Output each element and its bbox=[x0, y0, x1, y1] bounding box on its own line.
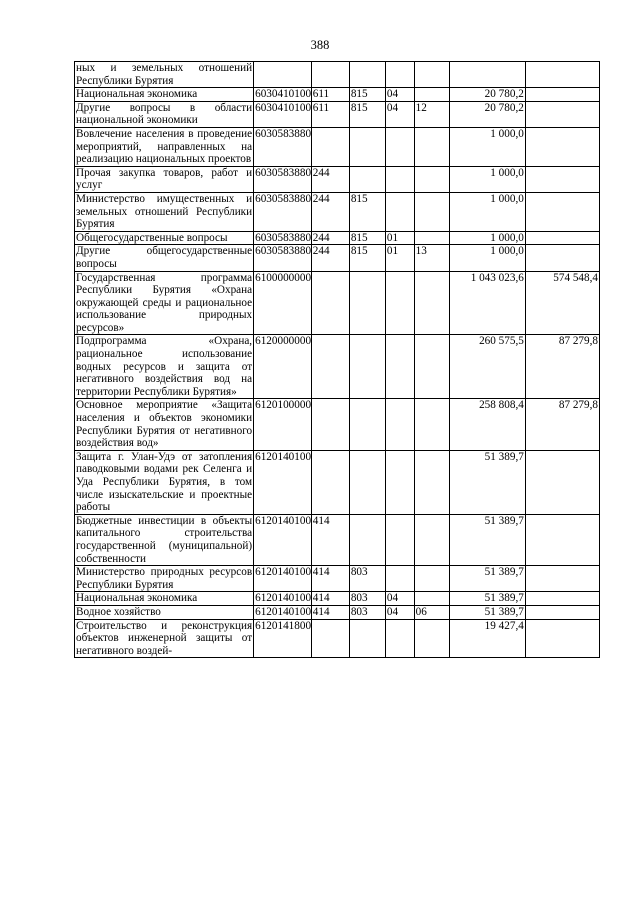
amount-cell: 1 043 023,6 bbox=[449, 271, 525, 335]
section-cell bbox=[385, 450, 414, 514]
expense-type-cell: 244 bbox=[311, 166, 349, 192]
table-row bbox=[75, 399, 600, 450]
table-row bbox=[75, 566, 600, 592]
amount-cell: 1 000,0 bbox=[449, 192, 525, 231]
federal-amount-cell: 87 279,8 bbox=[525, 335, 599, 399]
ministry-code-cell bbox=[349, 166, 385, 192]
expense-type-cell bbox=[311, 619, 349, 658]
section-cell bbox=[385, 335, 414, 399]
table-row bbox=[75, 245, 600, 271]
federal-amount-cell bbox=[525, 127, 599, 166]
row-name-cell: Основное мероприятие «Защита населения и объектов экономики Республики Бурятия от негативного воздействия вод» bbox=[76, 399, 253, 450]
target-article-cell: 6030410100 bbox=[255, 88, 312, 101]
table-row bbox=[75, 127, 600, 166]
federal-amount-cell bbox=[525, 450, 599, 514]
row-name-cell: Другие вопросы в области национальной экономики bbox=[76, 101, 253, 127]
expense-type-cell: 611 bbox=[311, 101, 349, 127]
ministry-code-cell bbox=[349, 450, 385, 514]
target-article-cell: 6030583880 bbox=[254, 245, 312, 271]
section-cell: 04 bbox=[385, 101, 414, 127]
subsection-cell bbox=[414, 192, 449, 231]
target-article-cell: 6030583880 bbox=[254, 127, 312, 166]
federal-amount-cell bbox=[525, 245, 599, 271]
federal-amount-cell bbox=[525, 62, 599, 88]
section-cell: 01 bbox=[385, 245, 414, 271]
amount-cell: 1 000,0 bbox=[449, 231, 525, 245]
expense-type-cell: 244 bbox=[311, 231, 349, 245]
federal-amount-cell bbox=[525, 192, 599, 231]
ministry-code-cell bbox=[349, 619, 385, 658]
amount-cell: 19 427,4 bbox=[449, 619, 525, 658]
subsection-cell bbox=[414, 166, 449, 192]
amount-cell bbox=[449, 62, 525, 88]
expense-type-cell: 244 bbox=[311, 192, 349, 231]
row-name-cell: Строительство и реконструкция объектов инженерной защиты от негативного воздей- bbox=[76, 619, 253, 657]
target-article-cell: 6120140100 bbox=[254, 566, 312, 592]
ministry-code-cell: 803 bbox=[349, 605, 385, 619]
federal-amount-cell bbox=[525, 88, 599, 102]
federal-amount-cell bbox=[525, 619, 599, 658]
section-cell bbox=[385, 399, 414, 450]
amount-cell: 51 389,7 bbox=[449, 450, 525, 514]
expense-type-cell: 244 bbox=[311, 245, 349, 271]
target-article-cell: 6120141800 bbox=[254, 619, 312, 658]
table-row bbox=[75, 101, 600, 127]
table-row bbox=[75, 592, 600, 606]
expense-type-cell bbox=[311, 271, 349, 335]
subsection-cell bbox=[414, 450, 449, 514]
ministry-code-cell: 815 bbox=[349, 231, 385, 245]
federal-amount-cell bbox=[525, 605, 599, 619]
target-article-cell: 6120100000 bbox=[254, 399, 312, 450]
ministry-code-cell bbox=[349, 399, 385, 450]
section-cell bbox=[385, 566, 414, 592]
row-name-cell: ных и земельных отношений Республики Бурятия bbox=[76, 62, 253, 87]
target-article-cell: 6120140100 bbox=[254, 450, 312, 514]
table-row bbox=[75, 335, 600, 399]
amount-cell: 51 389,7 bbox=[449, 514, 525, 565]
ministry-code-cell: 815 bbox=[349, 88, 385, 102]
subsection-cell bbox=[414, 399, 449, 450]
expense-type-cell bbox=[311, 335, 349, 399]
amount-cell: 1 000,0 bbox=[449, 166, 525, 192]
table-row bbox=[75, 619, 600, 658]
subsection-cell: 13 bbox=[414, 245, 449, 271]
federal-amount-cell bbox=[525, 101, 599, 127]
row-name-cell: Министерство природных ресурсов Республики Бурятия bbox=[76, 566, 253, 591]
table-row bbox=[75, 514, 600, 565]
page-number: 388 bbox=[310, 38, 330, 52]
target-article-cell: 6100000000 bbox=[254, 271, 312, 335]
federal-amount-cell bbox=[525, 231, 599, 245]
expense-type-cell: 414 bbox=[311, 566, 349, 592]
federal-amount-cell bbox=[525, 566, 599, 592]
section-cell bbox=[385, 514, 414, 565]
table-row bbox=[75, 166, 600, 192]
table-row bbox=[75, 62, 600, 88]
target-article-cell: 6120140100 bbox=[255, 605, 312, 618]
subsection-cell bbox=[414, 127, 449, 166]
federal-amount-cell bbox=[525, 592, 599, 606]
target-article-cell: 6120000000 bbox=[254, 335, 312, 399]
federal-amount-cell: 574 548,4 bbox=[525, 271, 599, 335]
table-row bbox=[75, 231, 600, 245]
row-name-cell: Национальная экономика bbox=[75, 592, 254, 606]
section-cell bbox=[385, 166, 414, 192]
table-row bbox=[75, 605, 600, 619]
amount-cell: 20 780,2 bbox=[449, 101, 525, 127]
section-cell: 04 bbox=[385, 592, 414, 606]
target-article-cell bbox=[254, 62, 312, 88]
expense-type-cell bbox=[311, 62, 349, 88]
budget-table bbox=[74, 61, 600, 658]
budget-table-body bbox=[75, 62, 600, 658]
row-name-cell: Бюджетные инвестиции в объекты капитального строительства государственной (муниципальной) собственности bbox=[76, 514, 253, 565]
row-name-cell: Прочая закупка товаров, работ и услуг bbox=[76, 166, 253, 192]
ministry-code-cell: 815 bbox=[349, 101, 385, 127]
federal-amount-cell bbox=[525, 514, 599, 565]
section-cell bbox=[385, 127, 414, 166]
federal-amount-cell bbox=[525, 166, 599, 192]
section-cell: 04 bbox=[385, 605, 414, 619]
expense-type-cell bbox=[311, 399, 349, 450]
expense-type-cell: 611 bbox=[311, 88, 349, 102]
section-cell: 01 bbox=[385, 231, 414, 245]
subsection-cell: 12 bbox=[414, 101, 449, 127]
ministry-code-cell bbox=[349, 62, 385, 88]
ministry-code-cell bbox=[349, 335, 385, 399]
subsection-cell bbox=[414, 88, 449, 102]
expense-type-cell bbox=[311, 450, 349, 514]
amount-cell: 51 389,7 bbox=[449, 592, 525, 606]
ministry-code-cell: 815 bbox=[349, 245, 385, 271]
row-name-cell: Министерство имущественных и земельных отношений Республики Бурятия bbox=[76, 192, 253, 231]
target-article-cell: 6120140100 bbox=[255, 592, 312, 605]
row-name-cell: Другие общегосударственные вопросы bbox=[76, 245, 253, 270]
table-row bbox=[75, 88, 600, 102]
amount-cell: 1 000,0 bbox=[449, 127, 525, 166]
target-article-cell: 6030583880 bbox=[254, 192, 312, 231]
row-name-cell: Государственная программа Республики Бурятия «Охрана окружающей среды и рациональное использование природных ресурсов» bbox=[76, 271, 253, 334]
ministry-code-cell bbox=[349, 271, 385, 335]
target-article-cell: 6120140100 bbox=[254, 514, 312, 565]
target-article-cell: 6030583880 bbox=[254, 166, 312, 192]
amount-cell: 260 575,5 bbox=[449, 335, 525, 399]
table-row bbox=[75, 271, 600, 335]
subsection-cell bbox=[414, 592, 449, 606]
section-cell bbox=[385, 271, 414, 335]
target-article-cell: 6030410100 bbox=[254, 101, 312, 127]
expense-type-cell: 414 bbox=[311, 514, 349, 565]
row-name-cell: Национальная экономика bbox=[75, 88, 254, 102]
table-row bbox=[75, 450, 600, 514]
row-name-cell: Водное хозяйство bbox=[75, 605, 254, 619]
subsection-cell bbox=[414, 335, 449, 399]
target-article-cell: 6030583880 bbox=[255, 231, 312, 244]
amount-cell: 258 808,4 bbox=[449, 399, 525, 450]
expense-type-cell: 414 bbox=[311, 592, 349, 606]
expense-type-cell: 414 bbox=[311, 605, 349, 619]
row-name-cell: Общегосударственные вопросы bbox=[75, 231, 254, 245]
subsection-cell bbox=[414, 566, 449, 592]
row-name-cell: Вовлечение населения в проведение мероприятий, направленных на реализацию национальных проектов bbox=[76, 127, 253, 166]
ministry-code-cell bbox=[349, 127, 385, 166]
section-cell bbox=[385, 62, 414, 88]
amount-cell: 51 389,7 bbox=[449, 605, 525, 619]
ministry-code-cell bbox=[349, 514, 385, 565]
table-row bbox=[75, 192, 600, 231]
subsection-cell bbox=[414, 514, 449, 565]
subsection-cell bbox=[414, 271, 449, 335]
ministry-code-cell: 803 bbox=[349, 566, 385, 592]
amount-cell: 51 389,7 bbox=[449, 566, 525, 592]
section-cell: 04 bbox=[385, 88, 414, 102]
ministry-code-cell: 815 bbox=[349, 192, 385, 231]
ministry-code-cell: 803 bbox=[349, 592, 385, 606]
subsection-cell: 06 bbox=[414, 605, 449, 619]
section-cell bbox=[385, 619, 414, 658]
row-name-cell: Защита г. Улан-Удэ от затопления паводковыми водами рек Селенга и Уда Республики Бурятия, в том числе изыскательские и проектные работы bbox=[76, 450, 253, 514]
amount-cell: 20 780,2 bbox=[449, 88, 525, 102]
amount-cell: 1 000,0 bbox=[449, 245, 525, 271]
expense-type-cell bbox=[311, 127, 349, 166]
section-cell bbox=[385, 192, 414, 231]
subsection-cell bbox=[414, 231, 449, 245]
subsection-cell bbox=[414, 619, 449, 658]
row-name-cell: Подпрограмма «Охрана, рациональное использование водных ресурсов и защита от негативного воздействия вод на территории Республики Бурятия» bbox=[76, 335, 253, 398]
subsection-cell bbox=[414, 62, 449, 88]
federal-amount-cell: 87 279,8 bbox=[525, 399, 599, 450]
